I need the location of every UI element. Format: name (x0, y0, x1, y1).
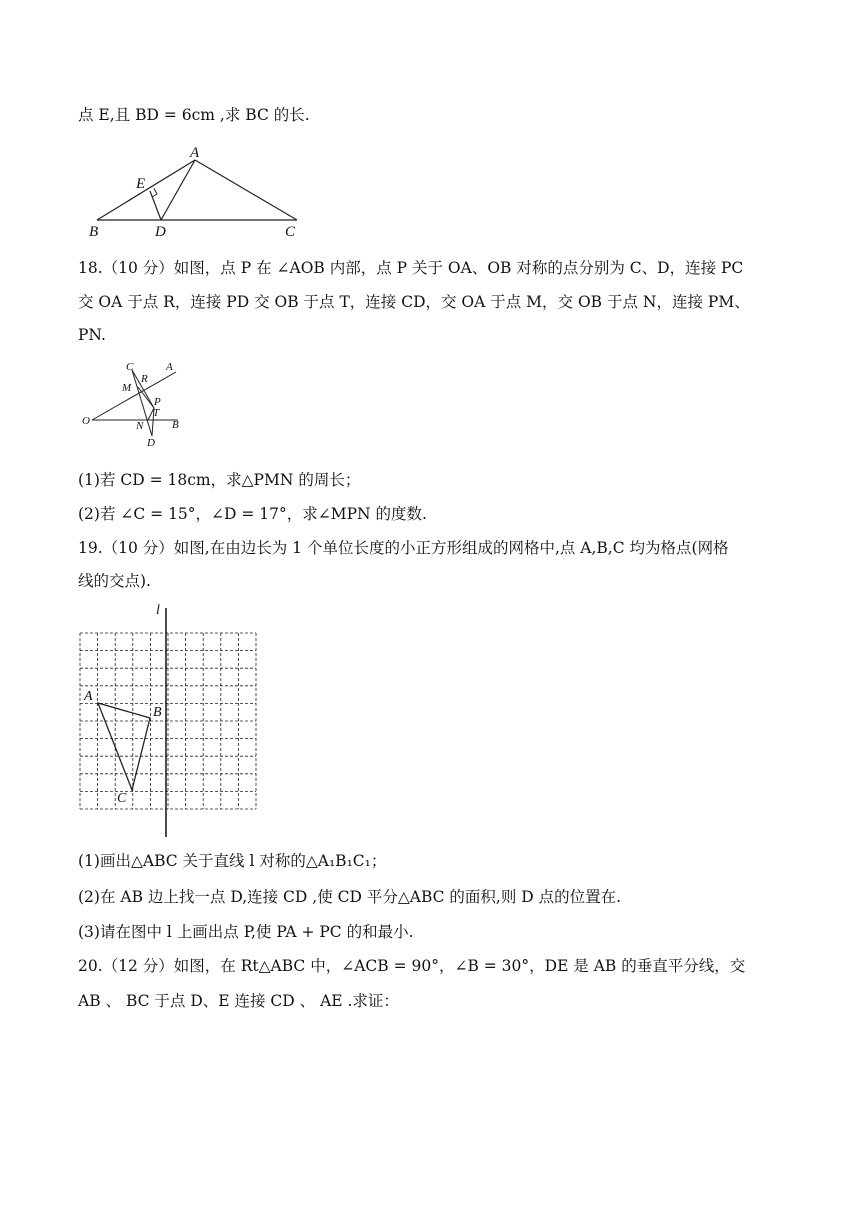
q19-part-2: (2)在 AB 边上找一点 D,连接 CD ,使 CD 平分△ABC 的面积,则 D 点的位置在. (78, 888, 622, 906)
label-P: P (154, 396, 161, 408)
q19-line-2: 线的交点). (78, 572, 151, 590)
q18-line-1: 18.（10 分）如图，点 P 在 ∠AOB 内部，点 P 关于 OA、OB 对称的点分别为 C、D，连接 PC (78, 259, 744, 277)
q19-line-1: 19.（10 分）如图,在由边长为 1 个单位长度的小正方形组成的网格中,点 A,B,C 均为格点(网格 (78, 539, 729, 557)
q20-line-2: AB 、 BC 于点 D、E 连接 CD 、 AE .求证： (78, 992, 399, 1010)
grid-lines (80, 633, 256, 809)
label-E: E (136, 176, 146, 192)
q18-part-2: (2)若 ∠C = 15°，∠D = 17°，求∠MPN 的度数. (78, 505, 427, 523)
label-R: R (141, 373, 148, 385)
q18-part-1: (1)若 CD = 18cm，求△PMN 的周长； (78, 471, 361, 489)
label-D: D (147, 437, 155, 449)
q19-part-3: (3)请在图中 l 上画出点 P,使 PA + PC 的和最小. (78, 923, 414, 941)
label-B: B (89, 224, 99, 240)
label-A: A (166, 361, 173, 373)
label-D: D (155, 224, 166, 240)
label-B: B (172, 419, 179, 431)
label-O: O (82, 415, 90, 427)
q20-line-1: 20.（12 分）如图，在 Rt△ABC 中，∠ACB = 90°，∠B = 30°，DE 是 AB 的垂直平分线，交 (78, 957, 746, 975)
q18-line-2: 交 OA 于点 R，连接 PD 交 OB 于点 T，连接 CD，交 OA 于点 M，交 OB 于点 N，连接 PM、 (78, 293, 750, 311)
label-N: N (136, 420, 144, 432)
label-C: C (285, 224, 296, 240)
label-C: C (126, 361, 134, 373)
q18-figure (78, 356, 198, 451)
q19-part-1: (1)画出△ABC 关于直线 l 对称的△A₁B₁C₁； (78, 852, 387, 870)
label-A: A (190, 145, 200, 161)
label-l: l (156, 603, 160, 618)
label-C: C (117, 791, 127, 806)
q17-figure (85, 140, 315, 240)
q17-text: 点 E,且 BD = 6cm ,求 BC 的长. (78, 106, 310, 124)
label-M: M (122, 382, 132, 394)
label-A: A (84, 689, 93, 704)
label-T: T (153, 407, 160, 419)
q18-line-3: PN. (78, 326, 106, 344)
q19-figure (70, 600, 270, 840)
label-B: B (153, 705, 162, 720)
